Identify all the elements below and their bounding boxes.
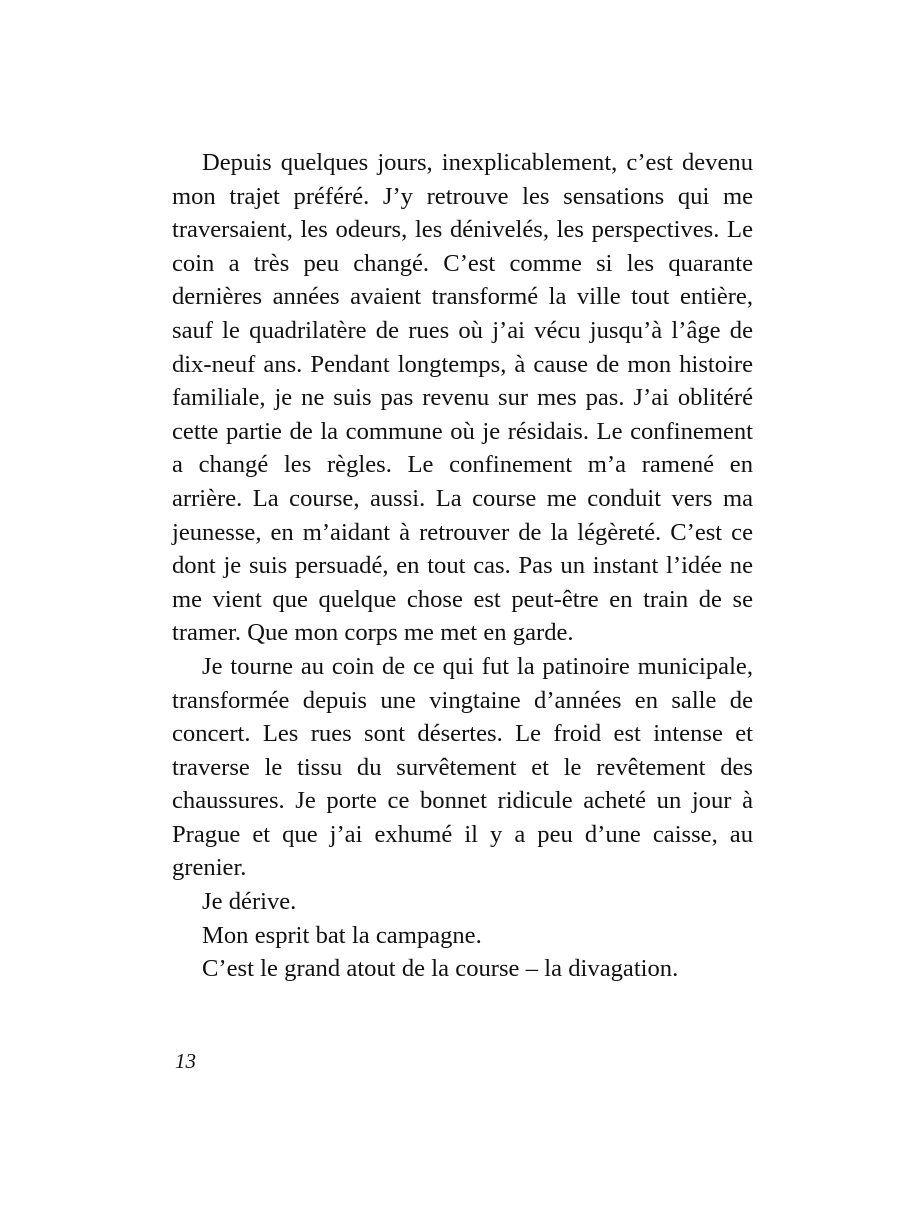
paragraph-5: C’est le grand atout de la course – la divagation. (202, 955, 679, 983)
page-text-block (172, 146, 753, 986)
paragraph-1: Depuis quelques jours, inexplicablement, c’est devenu mon trajet préféré. J’y retrouve les sensations qui me traversaient, les odeurs, les dénivelés, les perspectives. Le coin a très peu changé. C’est comme si les quarante dernières années avaient transformé la ville tout entière, sauf le quadrilatère de rues où j’ai vécu jusqu’à l’âge de dix-neuf ans. Pendant longtemps, à cause de mon histoire familiale, je ne suis pas revenu sur mes pas. J’ai oblitéré cette partie de la commune où je résidais. Le confinement a changé les règles. Le confinement m’a ramené en arrière. La course, aussi. La course me conduit vers ma jeunesse, en m’aidant à retrouver de la légèreté. C’est ce dont je suis persuadé, en tout cas. Pas un instant l’idée ne me vient que quelque chose est peut-être en train de se tramer. Que mon corps me met en garde. (172, 149, 753, 647)
paragraph-2: Je tourne au coin de ce qui fut la patinoire municipale, transformée depuis une vingtaine d’années en salle de concert. Les rues sont désertes. Le froid est intense et traverse le tissu du survêtement et le revêtement des chaussures. Je porte ce bonnet ridicule acheté un jour à Prague et que j’ai exhumé il y a peu d’une caisse, au grenier. (172, 652, 753, 882)
paragraph-4: Mon esprit bat la campagne. (202, 921, 482, 949)
paragraph-3: Je dérive. (202, 888, 297, 916)
page-number: 13 (175, 1049, 196, 1073)
